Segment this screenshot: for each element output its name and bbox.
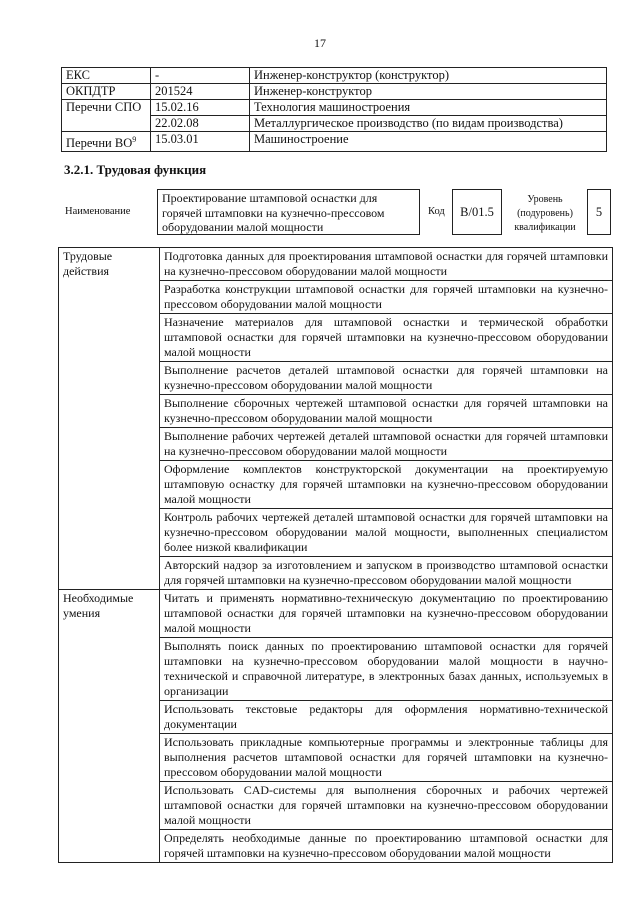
table-row <box>59 248 613 281</box>
required-skills-item: Использовать текстовые редакторы для оформления нормативно-технической документации <box>160 701 613 734</box>
classifier-title: Металлургическое производство (по видам производства) <box>250 116 607 132</box>
classifier-name <box>62 132 151 152</box>
labor-actions-item: Контроль рабочих чертежей деталей штамповой оснастки для горячей штамповки на кузнечно-прессовом оборудовании малой мощности, выполненных специалистом более низкой квалификации <box>160 509 613 557</box>
classifier-code: 22.02.08 <box>151 116 250 132</box>
table-row <box>62 100 607 116</box>
labor-actions-item: Выполнение рабочих чертежей деталей штамповой оснастки для горячей штамповки на кузнечно-прессовом оборудовании малой мощности <box>160 428 613 461</box>
classifier-code: - <box>151 68 250 84</box>
classifier-title: Технология машиностроения <box>250 100 607 116</box>
section-heading: 3.2.1. Трудовая функция <box>64 162 207 177</box>
labor-actions-item: Оформление комплектов конструкторской документации на проектируемую штамповую оснастку для горячей штамповки на кузнечно-прессовом оборудовании малой мощности <box>160 461 613 509</box>
required-skills-item: Использовать прикладные компьютерные программы и электронные таблицы для выполнения расчетов штамповой оснастки для горячей штамповки на кузнечно-прессовом оборудовании малой мощности <box>160 734 613 782</box>
level-label: Уровень (подуровень) квалификации <box>514 194 576 233</box>
name-label: Наименование <box>65 206 131 217</box>
table-row <box>62 84 607 100</box>
labor-actions-label: Трудовые действия <box>59 248 160 590</box>
labor-actions-item: Назначение материалов для штамповой оснастки и термической обработки штамповой оснастки для горячей штамповки на кузнечно-прессовом оборудовании малой мощности <box>160 314 613 362</box>
labor-actions-item: Выполнение сборочных чертежей штамповой оснастки для горячей штамповки на кузнечно-прессовом оборудовании малой мощности <box>160 395 613 428</box>
classification-table <box>61 67 607 152</box>
function-details-table <box>58 247 613 863</box>
classifier-title: Инженер-конструктор (конструктор) <box>250 68 607 84</box>
labor-actions-item: Выполнение расчетов деталей штамповой оснастки для горячей штамповки на кузнечно-прессовом оборудовании малой мощности <box>160 362 613 395</box>
required-skills-item: Использовать CAD-системы для выполнения сборочных и рабочих чертежей штамповой оснастки для горячей штамповки на кузнечно-прессовом оборудовании малой мощности <box>160 782 613 830</box>
required-skills-item: Определять необходимые данные по проектированию штамповой оснастки для горячей штамповки на кузнечно-прессовом оборудовании малой мощности <box>160 830 613 863</box>
classification-rows <box>62 68 607 152</box>
classifier-name: Перечни СПО <box>62 100 151 132</box>
labor-actions-item: Разработка конструкции штамповой оснастки для горячей штамповки на кузнечно-прессовом оборудовании малой мощности <box>160 281 613 314</box>
table-row <box>62 68 607 84</box>
classifier-code: 15.03.01 <box>151 132 250 152</box>
function-details-rows <box>59 248 613 863</box>
classifier-code: 15.02.16 <box>151 100 250 116</box>
classifier-code: 201524 <box>151 84 250 100</box>
required-skills-label: Необходимые умения <box>59 590 160 863</box>
labor-actions-item: Авторский надзор за изготовлением и запуском в производство штамповой оснастки для горячей штамповки на кузнечно-прессовом оборудовании малой мощности <box>160 557 613 590</box>
page-number: 17 <box>314 36 326 50</box>
level-box: 5 <box>587 189 611 235</box>
required-skills-item: Читать и применять нормативно-техническую документацию по проектированию штамповой оснастки для горячей штамповки на кузнечно-прессовом оборудовании малой мощности <box>160 590 613 638</box>
table-row <box>62 132 607 152</box>
classifier-title: Машиностроение <box>250 132 607 152</box>
classifier-name-text: Перечни ВО <box>66 136 133 151</box>
classifier-name: ОКПДТР <box>62 84 151 100</box>
footnote-mark: 9 <box>132 135 137 144</box>
code-box: B/01.5 <box>452 189 502 235</box>
table-row <box>59 590 613 638</box>
function-name-box: Проектирование штамповой оснастки для горячей штамповки на кузнечно-прессовом оборудовании малой мощности <box>157 189 420 235</box>
classifier-title: Инженер-конструктор <box>250 84 607 100</box>
code-label: Код <box>428 206 445 217</box>
required-skills-item: Выполнять поиск данных по проектированию штамповой оснастки для горячей штамповки на кузнечно-прессовом оборудовании малой мощности в научно-технической и справочной литературе, в электронных базах данных, используемых в организации <box>160 638 613 701</box>
classifier-name: ЕКС <box>62 68 151 84</box>
labor-actions-item: Подготовка данных для проектирования штамповой оснастки для горячей штамповки на кузнечно-прессовом оборудовании малой мощности <box>160 248 613 281</box>
